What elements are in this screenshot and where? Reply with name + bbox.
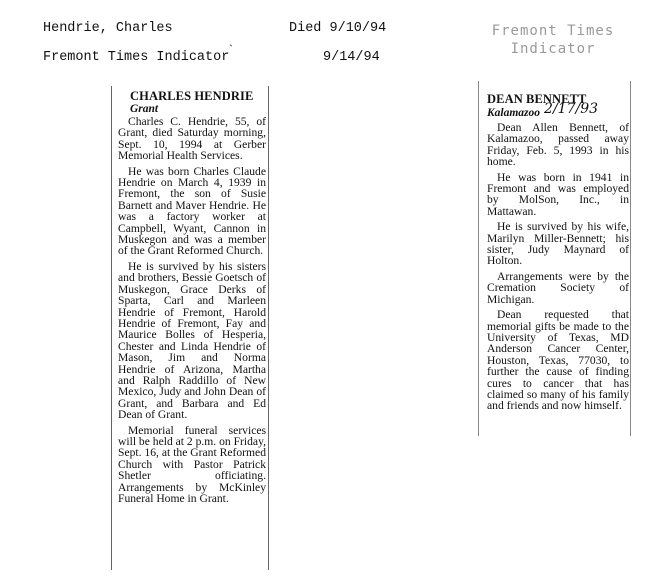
- stamp-line-1: Fremont Times: [491, 23, 615, 39]
- obituary-paragraph: He was born Charles Claude Hendrie on March 4, 1939 in Fremont, the son of Susie Barnett and Maver Hendrie. He was a factory worker at Campbell, Wyant, Cannon in Muskegon and was a member of the Grant Reformed Church.: [118, 164, 266, 258]
- obituary-paragraph: He is survived by his sisters and brothers, Bessie Goetsch of Muskegon, Grace Derks of Sparta, Carl and Marleen Hendrie of Fremont, Harold Hendrie of Fremont, Fay and Maurice Bolles of Hesperia, Chester and Linda Hendrie of Mason, Jim and Norma Hendrie of Arizona, Martha and Ralph Raddillo of New Mexico, Judy and John Dean of Grant, and Barbara and Ed Dean of Grant.: [118, 259, 266, 422]
- newspaper-stamp: [478, 22, 628, 58]
- ink-speck: ˎ: [229, 33, 233, 47]
- obituary-clipping-hendrie: [111, 86, 269, 570]
- death-date-header: Died 9/10/94: [289, 21, 387, 36]
- publication-date-header: 9/14/94: [323, 50, 380, 65]
- obituary-paragraph: He is survived by his wife, Marilyn Miller-Bennett; his sister, Judy Maynard of Holton.: [487, 220, 629, 268]
- obituary-clipping-bennett: [478, 81, 631, 436]
- obituary-paragraph: Dean requested that memorial gifts be made to the University of Texas, MD Anderson Cancer Center, Houston, Texas, 77030, to further the cause of finding cures to cancer that has claimed so many of his family and friends and now himself.: [487, 308, 629, 413]
- obituary-paragraph: Memorial funeral services will be held at 2 p.m. on Friday, Sept. 16, at the Grant Reformed Church with Pastor Patrick Shetler officiating. Arrangements by McKinley Funeral Home in Grant.: [118, 423, 267, 505]
- obituary-headline: DEAN BENNETT: [487, 92, 587, 106]
- obituary-paragraph: Charles C. Hendrie, 55, of Grant, died Saturday morning, Sept. 10, 1994 at Gerber Memorial Health Services.: [118, 115, 266, 163]
- obituary-location: Grant: [130, 103, 159, 115]
- deceased-name-header: Hendrie, Charles: [43, 21, 173, 36]
- stamp-line-2: Indicator: [510, 41, 596, 57]
- obituary-headline: CHARLES HENDRIE: [130, 89, 254, 103]
- obituary-paragraph: Dean Allen Bennett, of Kalamazoo, passed away Friday, Feb. 5, 1993 in his home.: [487, 121, 629, 169]
- obituary-paragraph: He was born in 1941 in Fremont and was employed by MolSon, Inc., in Mattawan.: [487, 170, 629, 218]
- obituary-paragraph: Arrangements were by the Cremation Society of Michigan.: [487, 269, 629, 306]
- newspaper-name-header: Fremont Times Indicator: [43, 50, 230, 65]
- handwritten-date: 2/17/93: [544, 101, 599, 117]
- obituary-location: Kalamazoo: [487, 107, 541, 119]
